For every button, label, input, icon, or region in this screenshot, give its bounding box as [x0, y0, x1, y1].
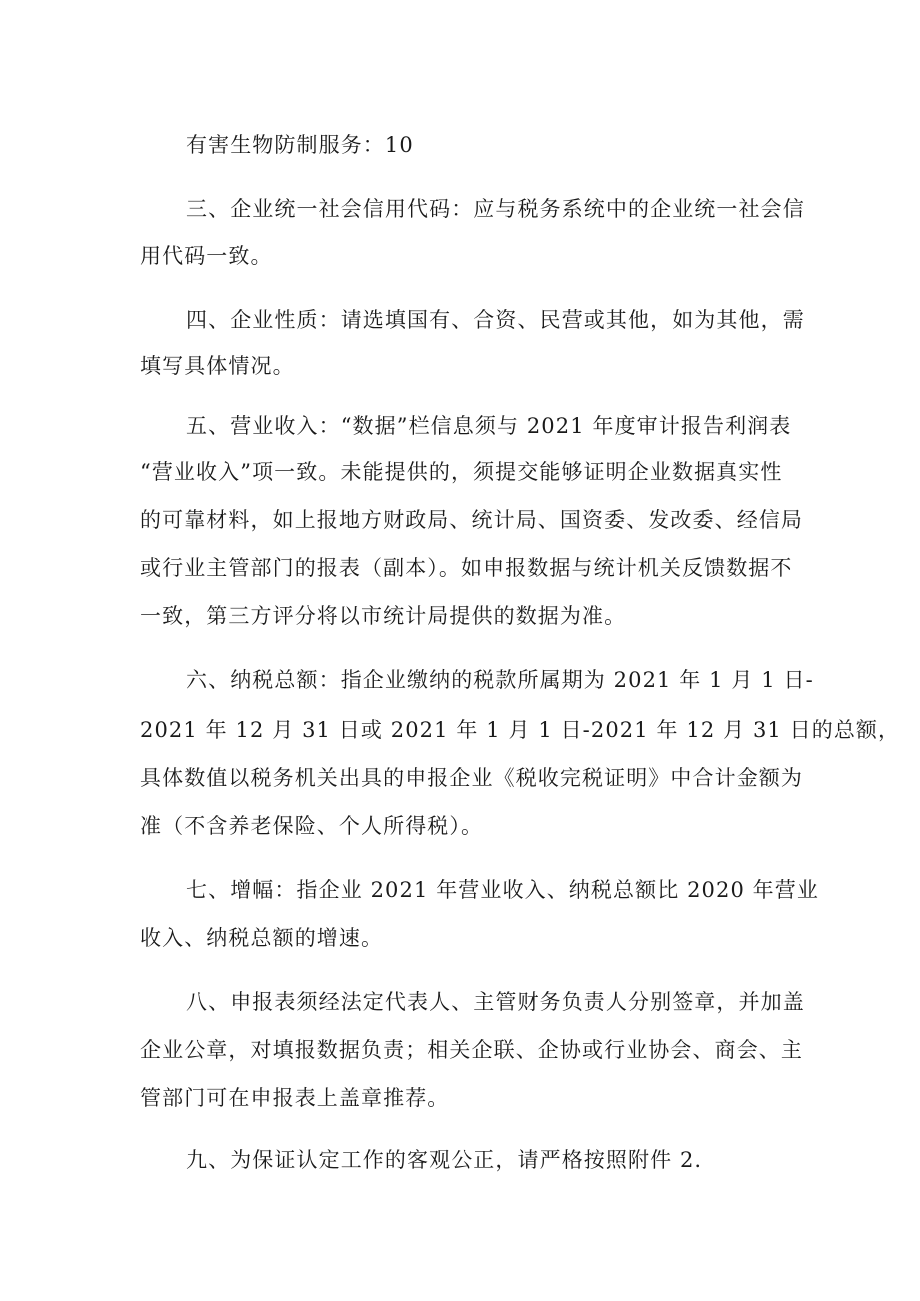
paragraph-line: 具体数值以税务机关出具的申报企业《税收完税证明》中合计金额为: [140, 766, 803, 790]
paragraph-line: 四、企业性质：请选填国有、合资、民营或其他，如为其他，需: [186, 308, 805, 332]
paragraph-line: 七、增幅：指企业 2021 年营业收入、纳税总额比 2020 年营业: [186, 878, 819, 902]
paragraph-line: 八、申报表须经法定代表人、主管财务负责人分别签章，并加盖: [186, 990, 805, 1014]
paragraph-line: 用代码一致。: [140, 244, 273, 268]
paragraph-line: 准（不含养老保险、个人所得税）。: [140, 814, 484, 838]
paragraph-line: 2021 年 12 月 31 日或 2021 年 1 月 1 日-2021 年 12 月 31 日的总额，: [140, 718, 901, 742]
paragraph-line: 或行业主管部门的报表（副本）。如申报数据与统计机关反馈数据不: [140, 556, 793, 580]
paragraph-line: 管部门可在申报表上盖章推荐。: [140, 1086, 450, 1110]
paragraph-line-pest-control: 有害生物防制服务：10: [186, 133, 414, 157]
paragraph-line: 填写具体情况。: [140, 354, 295, 378]
paragraph-line: 五、营业收入：“数据”栏信息须与 2021 年度审计报告利润表: [186, 414, 792, 438]
paragraph-line: 九、为保证认定工作的客观公正，请严格按照附件 2.: [186, 1148, 703, 1172]
paragraph-line: 企业公章，对填报数据负责；相关企联、企协或行业协会、商会、主: [140, 1038, 803, 1062]
paragraph-line: 一致，第三方评分将以市统计局提供的数据为准。: [140, 604, 627, 628]
paragraph-line: 六、纳税总额：指企业缴纳的税款所属期为 2021 年 1 月 1 日-: [186, 668, 814, 692]
paragraph-line: 的可靠材料，如上报地方财政局、统计局、国资委、发改委、经信局: [140, 508, 803, 532]
paragraph-line: “营业收入”项一致。未能提供的，须提交能够证明企业数据真实性: [140, 460, 783, 484]
paragraph-line: 三、企业统一社会信用代码：应与税务系统中的企业统一社会信: [186, 197, 805, 221]
paragraph-line: 收入、纳税总额的增速。: [140, 926, 384, 950]
